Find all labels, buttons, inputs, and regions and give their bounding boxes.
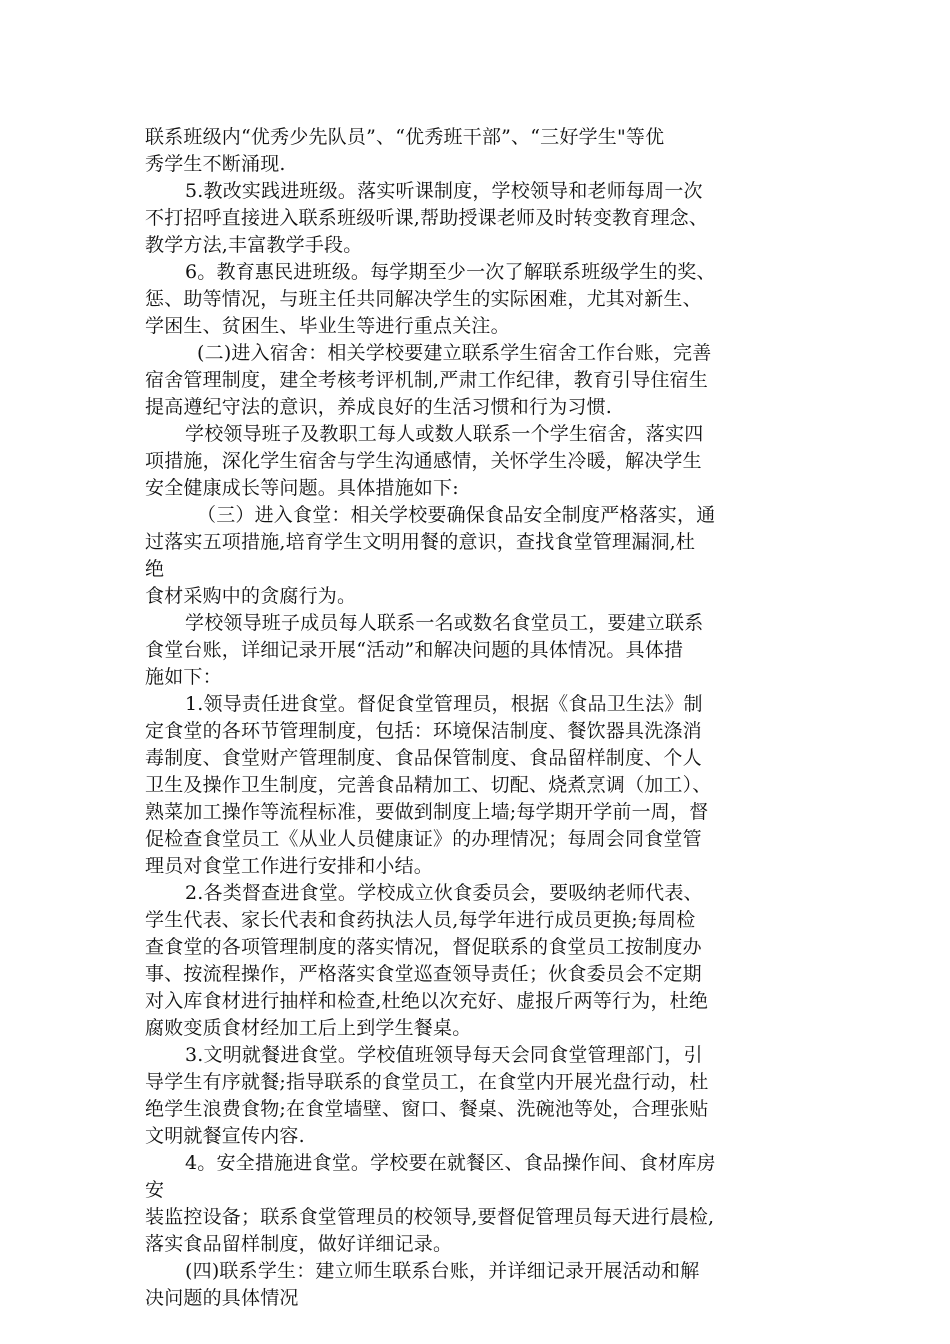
text-line: 施如下：: [145, 666, 222, 688]
text-line: 毒制度、食堂财产管理制度、食品保管制度、食品留样制度、个人: [145, 747, 702, 769]
text-line: 事、按流程操作，严格落实食堂巡查领导责任；伙食委员会不定期: [145, 963, 702, 985]
text-line: 腐败变质食材经加工后上到学生餐桌。: [145, 1017, 472, 1039]
text-line: 绝学生浪费食物;在食堂墙壁、窗口、餐桌、洗碗池等处，合理张贴: [145, 1098, 709, 1120]
text-line: 对入库食材进行抽样和检查,杜绝以次充好、虚报斤两等行为，杜绝: [145, 990, 709, 1012]
text-line: 安: [145, 1179, 165, 1201]
text-line: 安全健康成长等问题。具体措施如下:: [145, 477, 459, 499]
text-line: 查食堂的各项管理制度的落实情况，督促联系的食堂员工按制度办: [145, 936, 702, 958]
text-line: 食堂台账，详细记录开展“活动”和解决问题的具体情况。具体措: [145, 639, 684, 661]
text-line: 卫生及操作卫生制度，完善食品精加工、切配、烧煮烹调（加工）、: [145, 774, 712, 796]
text-line: 学校领导班子及教职工每人或数人联系一个学生宿舍，落实四: [185, 423, 704, 445]
text-line: 熟菜加工操作等流程标准，要做到制度上墙;每学期开学前一周，督: [145, 801, 709, 823]
text-line: 2.各类督查进食堂。学校成立伙食委员会，要吸纳老师代表、: [185, 882, 703, 904]
text-line: 学校领导班子成员每人联系一名或数名食堂员工，要建立联系: [185, 612, 704, 634]
text-line: (四)联系学生：建立师生联系台账，并详细记录开展活动和解: [185, 1260, 700, 1282]
text-line: 导学生有序就餐;指导联系的食堂员工，在食堂内开展光盘行动，杜: [145, 1071, 709, 1093]
text-line: 文明就餐宣传内容.: [145, 1125, 305, 1147]
text-line: 3.文明就餐进食堂。学校值班领导每天会同食堂管理部门，引: [185, 1044, 703, 1066]
text-line: 决问题的具体情况: [145, 1287, 299, 1309]
text-line: 宿舍管理制度，建全考核考评机制,严肃工作纪律，教育引导住宿生: [145, 369, 709, 391]
text-line: 食材采购中的贪腐行为。: [145, 585, 357, 607]
text-line: （三）进入食堂：相关学校要确保食品安全制度严格落实，通: [197, 504, 716, 526]
text-line: 5.教改实践进班级。落实听课制度，学校领导和老师每周一次: [185, 180, 703, 202]
text-line: 惩、助等情况，与班主任共同解决学生的实际困难，尤其对新生、: [145, 288, 702, 310]
text-line: 1.领导责任进食堂。督促食堂管理员，根据《食品卫生法》制: [185, 693, 703, 715]
text-line: 装监控设备；联系食堂管理员的校领导,要督促管理员每天进行晨检,: [145, 1206, 715, 1228]
text-line: 联系班级内“优秀少先队员”、“优秀班干部”、“三好学生"等优: [145, 126, 665, 148]
text-line: 促检查食堂员工《从业人员健康证》的办理情况；每周会同食堂管: [145, 828, 702, 850]
text-line: 过落实五项措施,培育学生文明用餐的意识，查找食堂管理漏洞,杜: [145, 531, 696, 553]
text-line: 定食堂的各环节管理制度，包括：环境保洁制度、餐饮器具洗涤消: [145, 720, 702, 742]
text-line: 学困生、贫困生、毕业生等进行重点关注。: [145, 315, 510, 337]
text-line: 秀学生不断涌现.: [145, 153, 286, 175]
text-line: 4。安全措施进食堂。学校要在就餐区、食品操作间、食材库房: [185, 1152, 716, 1174]
document-body: [145, 124, 810, 1312]
text-line: 理员对食堂工作进行安排和小结。: [145, 855, 434, 877]
text-line: 提高遵纪守法的意识，养成良好的生活习惯和行为习惯.: [145, 396, 613, 418]
text-line: 教学方法,丰富教学手段。: [145, 234, 363, 256]
text-line: 学生代表、家长代表和食药执法人员,每学年进行成员更换;每周检: [145, 909, 696, 931]
text-line: 绝: [145, 558, 165, 580]
text-line: (二)进入宿舍：相关学校要建立联系学生宿舍工作台账，完善: [197, 342, 712, 364]
text-line: 6。教育惠民进班级。每学期至少一次了解联系班级学生的奖、: [185, 261, 716, 283]
text-line: 落实食品留样制度，做好详细记录。: [145, 1233, 453, 1255]
text-line: 不打招呼直接进入联系班级听课,帮助授课老师及时转变教育理念、: [145, 207, 709, 229]
text-line: 项措施，深化学生宿舍与学生沟通感情，关怀学生冷暖，解决学生: [145, 450, 702, 472]
